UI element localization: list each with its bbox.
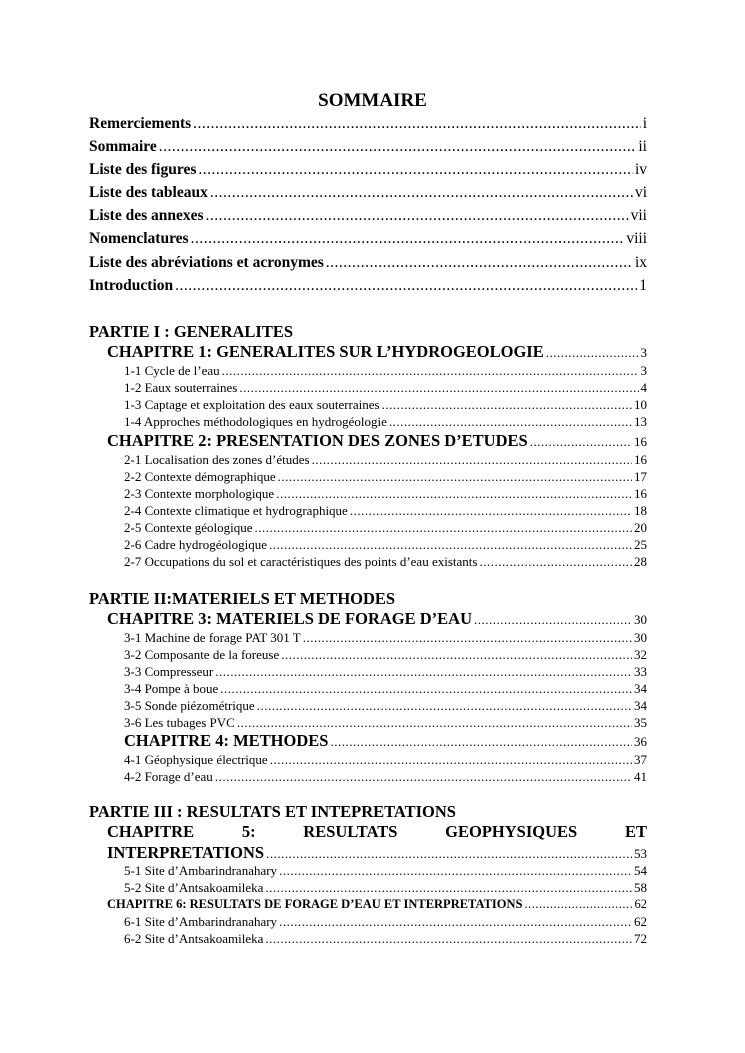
- leader-dots: [237, 715, 632, 731]
- chapter-label: INTERPRETATIONS: [107, 843, 265, 862]
- leader-dots: [270, 752, 632, 768]
- leader-dots: [159, 138, 637, 156]
- section-label: 3-5 Sonde piézométrique: [124, 698, 255, 713]
- leader-dots: [193, 115, 641, 133]
- chapter-5-word: ET: [624, 822, 647, 841]
- section-page: 34: [634, 698, 647, 713]
- chapter-label: CHAPITRE 1: GENERALITES SUR L’HYDROGEOLOGIE: [107, 342, 544, 361]
- toc-entry-tableaux[interactable]: [89, 184, 647, 202]
- leader-dots: [312, 452, 632, 468]
- toc-entry-page: iv: [634, 161, 647, 178]
- leader-dots: [191, 230, 625, 248]
- toc-entry-label: Liste des tableaux: [89, 184, 208, 201]
- chapter-5-heading-line1[interactable]: [107, 822, 647, 842]
- section-1-2[interactable]: [124, 380, 647, 396]
- section-page: 62: [634, 914, 647, 929]
- leader-dots: [303, 630, 632, 646]
- section-label: 2-1 Localisation des zones d’études: [124, 452, 310, 467]
- part-1-title[interactable]: PARTIE I : GENERALITES: [89, 322, 294, 341]
- leader-dots: [279, 914, 632, 930]
- toc-entry-nomenclatures[interactable]: [89, 230, 647, 248]
- toc-entry-label: Nomenclatures: [89, 230, 189, 247]
- section-label: 5-1 Site d’Ambarindranahary: [124, 863, 278, 878]
- toc-entry-label: Liste des abréviations et acronymes: [89, 254, 324, 271]
- section-label: 3-6 Les tubages PVC: [124, 715, 235, 730]
- section-2-4[interactable]: [124, 503, 647, 519]
- leader-dots: [546, 345, 639, 361]
- section-label: 1-3 Captage et exploitation des eaux souterraines: [124, 397, 380, 412]
- toc-entry-sommaire[interactable]: [89, 138, 647, 156]
- toc-entry-abreviations[interactable]: [89, 254, 647, 272]
- section-5-2[interactable]: [124, 880, 647, 896]
- section-page: 58: [634, 880, 647, 895]
- chapter-label: CHAPITRE 4: METHODES: [124, 731, 329, 750]
- page-title: SOMMAIRE: [318, 90, 427, 111]
- toc-entry-page: ix: [634, 254, 647, 271]
- section-page: 35: [634, 715, 647, 730]
- section-label: 3-1 Machine de forage PAT 301 T: [124, 630, 301, 645]
- leader-dots: [281, 647, 632, 663]
- section-page: 16: [634, 452, 647, 467]
- section-label: 3-2 Composante de la foreuse: [124, 647, 280, 662]
- section-page: 4: [640, 380, 647, 395]
- toc-entry-remerciements[interactable]: [89, 115, 647, 133]
- section-3-4[interactable]: [124, 681, 647, 697]
- section-page: 34: [634, 681, 647, 696]
- chapter-page: 3: [640, 345, 647, 360]
- section-page: 54: [634, 863, 647, 878]
- chapter-5-word: RESULTATS: [303, 822, 398, 841]
- section-page: 18: [634, 503, 647, 518]
- leader-dots: [215, 769, 632, 785]
- leader-dots: [389, 414, 632, 430]
- leader-dots: [326, 254, 633, 272]
- leader-dots: [206, 207, 629, 225]
- section-page: 20: [634, 520, 647, 535]
- leader-dots: [210, 184, 633, 202]
- section-page: 32: [634, 647, 647, 662]
- chapter-5-word: CHAPITRE: [107, 822, 195, 841]
- leader-dots: [350, 503, 632, 519]
- section-4-1[interactable]: [124, 752, 647, 768]
- section-3-6[interactable]: [124, 715, 647, 731]
- leader-dots: [198, 161, 633, 179]
- toc-entry-page: ii: [638, 138, 647, 155]
- section-2-3[interactable]: [124, 486, 647, 502]
- section-label: 4-1 Géophysique électrique: [124, 752, 268, 767]
- toc-entry-label: Liste des annexes: [89, 207, 204, 224]
- section-page: 10: [634, 397, 647, 412]
- toc-entry-label: Introduction: [89, 277, 174, 294]
- section-2-1[interactable]: [124, 452, 647, 468]
- toc-entry-page: 1: [639, 277, 647, 294]
- section-label: 5-2 Site d’Antsakoamileka: [124, 880, 264, 895]
- leader-dots: [269, 537, 632, 553]
- toc-entry-page: viii: [626, 230, 647, 247]
- section-page: 37: [634, 752, 647, 767]
- section-3-3[interactable]: [124, 664, 647, 680]
- section-4-2[interactable]: [124, 769, 647, 785]
- chapter-5-entry[interactable]: [107, 843, 647, 863]
- leader-dots: [382, 397, 632, 413]
- leader-dots: [524, 897, 632, 912]
- toc-entry-label: Sommaire: [89, 138, 157, 155]
- leader-dots: [530, 434, 632, 450]
- chapter-4-entry[interactable]: [124, 731, 647, 751]
- chapter-label: CHAPITRE 3: MATERIELS DE FORAGE D’EAU: [107, 609, 473, 628]
- section-label: 2-7 Occupations du sol et caractéristiques des points d’eau existants: [124, 554, 478, 569]
- section-2-6[interactable]: [124, 537, 647, 553]
- toc-entry-label: Remerciements: [89, 115, 192, 132]
- toc-entry-figures[interactable]: [89, 161, 647, 179]
- section-label: 1-1 Cycle de l’eau: [124, 363, 220, 378]
- section-label: 4-2 Forage d’eau: [124, 769, 213, 784]
- section-page: 25: [634, 537, 647, 552]
- chapter-label: CHAPITRE 2: PRESENTATION DES ZONES D’ETUDES: [107, 431, 528, 450]
- chapter-page: 30: [634, 612, 647, 627]
- section-label: 2-4 Contexte climatique et hydrographique: [124, 503, 348, 518]
- leader-dots: [266, 846, 632, 862]
- section-1-4[interactable]: [124, 414, 647, 430]
- toc-entry-label: Liste des figures: [89, 161, 197, 178]
- section-page: 16: [634, 486, 647, 501]
- section-2-2[interactable]: [124, 469, 647, 485]
- part-2-title[interactable]: PARTIE II:MATERIELS ET METHODES: [89, 589, 396, 608]
- section-label: 3-4 Pompe à boue: [124, 681, 219, 696]
- section-label: 2-6 Cadre hydrogéologique: [124, 537, 267, 552]
- chapter-3-entry[interactable]: [107, 609, 647, 629]
- section-6-1[interactable]: [124, 914, 647, 930]
- leader-dots: [239, 380, 638, 396]
- leader-dots: [278, 469, 632, 485]
- chapter-page: 62: [634, 897, 647, 911]
- leader-dots: [474, 612, 632, 628]
- leader-dots: [265, 880, 632, 896]
- leader-dots: [276, 486, 632, 502]
- section-label: 1-2 Eaux souterraines: [124, 380, 238, 395]
- section-label: 2-2 Contexte démographique: [124, 469, 276, 484]
- section-3-2[interactable]: [124, 647, 647, 663]
- part-3-title[interactable]: PARTIE III : RESULTATS ET INTEPRETATIONS: [89, 802, 456, 821]
- chapter-page: 53: [634, 846, 647, 861]
- toc-entry-introduction[interactable]: [89, 277, 647, 295]
- chapter-1-entry[interactable]: [107, 342, 647, 362]
- section-page: 30: [634, 630, 647, 645]
- toc-entry-page: vi: [634, 184, 647, 201]
- chapter-6-entry[interactable]: [107, 897, 647, 912]
- section-label: 1-4 Approches méthodologiques en hydrogéologie: [124, 414, 387, 429]
- section-label: 6-1 Site d’Ambarindranahary: [124, 914, 278, 929]
- section-5-1[interactable]: [124, 863, 647, 879]
- leader-dots: [255, 520, 632, 536]
- section-page: 3: [640, 363, 647, 378]
- section-page: 28: [634, 554, 647, 569]
- leader-dots: [265, 931, 632, 947]
- section-2-5[interactable]: [124, 520, 647, 536]
- section-page: 17: [634, 469, 647, 484]
- section-3-1[interactable]: [124, 630, 647, 646]
- leader-dots: [222, 363, 639, 379]
- section-page: 13: [634, 414, 647, 429]
- chapter-5-word: 5:: [241, 822, 256, 841]
- chapter-2-entry[interactable]: [107, 431, 647, 451]
- toc-entry-page: i: [642, 115, 647, 132]
- section-page: 33: [634, 664, 647, 679]
- leader-dots: [215, 664, 632, 680]
- chapter-page: 16: [634, 434, 647, 449]
- section-label: 2-5 Contexte géologique: [124, 520, 253, 535]
- leader-dots: [175, 277, 637, 295]
- toc-entry-page: vii: [630, 207, 647, 224]
- leader-dots: [257, 698, 632, 714]
- section-label: 2-3 Contexte morphologique: [124, 486, 275, 501]
- leader-dots: [330, 734, 632, 750]
- leader-dots: [220, 681, 632, 697]
- section-page: 41: [634, 769, 647, 784]
- leader-dots: [479, 554, 632, 570]
- chapter-page: 36: [634, 734, 647, 749]
- section-label: 6-2 Site d’Antsakoamileka: [124, 931, 264, 946]
- section-1-1[interactable]: [124, 363, 647, 379]
- section-2-7[interactable]: [124, 554, 647, 570]
- section-page: 72: [634, 931, 647, 946]
- toc-entry-annexes[interactable]: [89, 207, 647, 225]
- leader-dots: [279, 863, 632, 879]
- section-6-2[interactable]: [124, 931, 647, 947]
- chapter-label: CHAPITRE 6: RESULTATS DE FORAGE D’EAU ET INTERPRETATIONS: [107, 897, 523, 911]
- section-1-3[interactable]: [124, 397, 647, 413]
- section-label: 3-3 Compresseur: [124, 664, 214, 679]
- chapter-5-word: GEOPHYSIQUES: [445, 822, 578, 841]
- section-3-5[interactable]: [124, 698, 647, 714]
